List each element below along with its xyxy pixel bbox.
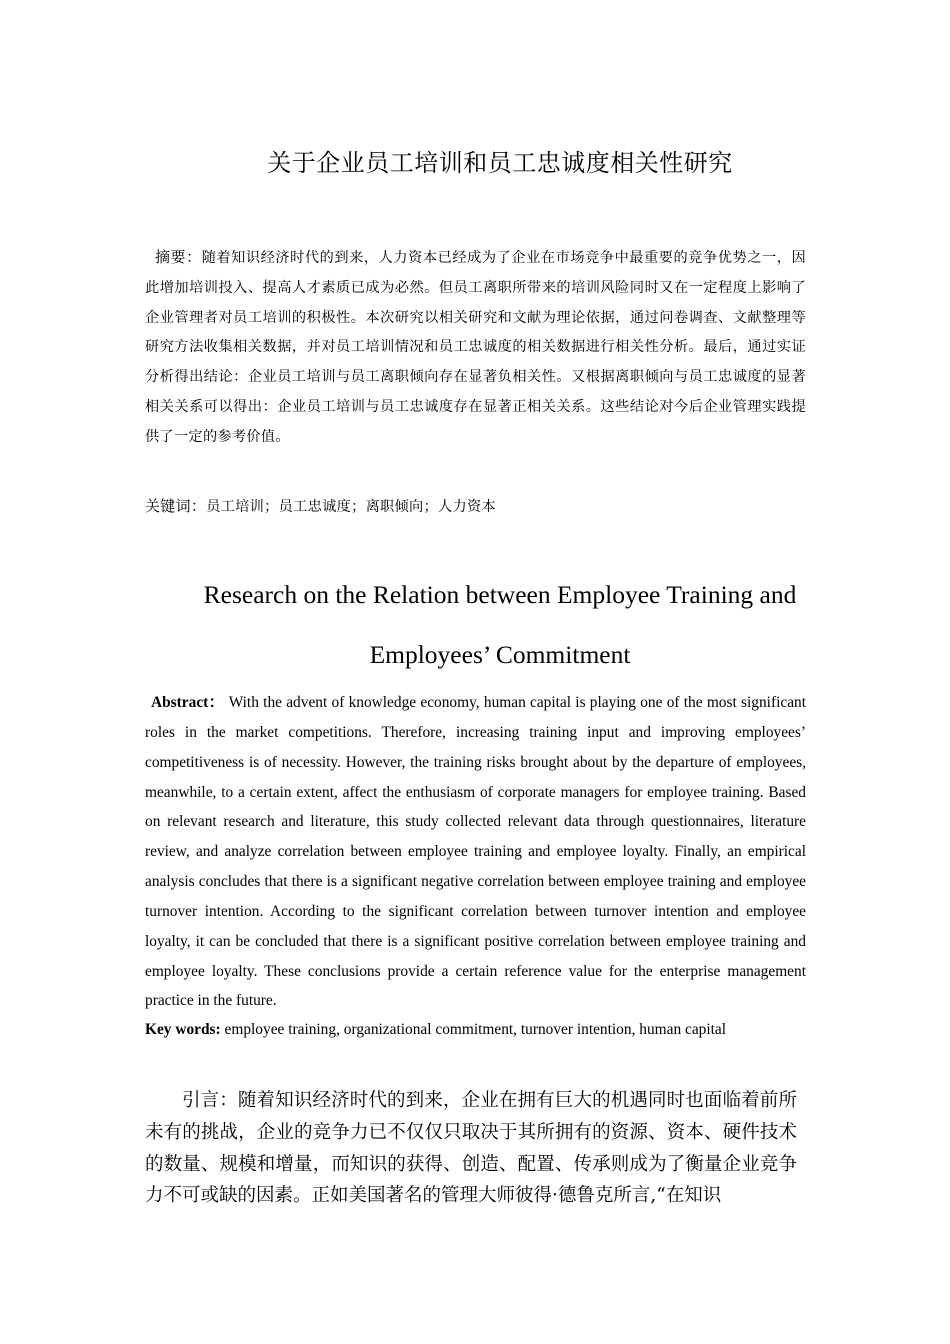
english-keywords-text: employee training, organizational commitment, turnover intention, human capital [224, 1021, 727, 1038]
english-title-line-1: Research on the Relation between Employee Training and [203, 580, 797, 609]
english-keywords-label: Key words: [145, 1021, 221, 1038]
english-abstract [145, 688, 806, 1016]
chinese-abstract-text: 随着知识经济时代的到来，人力资本已经成为了企业在市场竞争中最重要的竞争优势之一，因此增加培训投入、提高人才素质已成为必然。但员工离职所带来的培训风险同时又在一定程度上影响了企业管理者对员工培训的积极性。本次研究以相关研究和文献为理论依据，通过问卷调查、文献整理等研究方法收集相关数据，并对员工培训情况和员工忠诚度的相关数据进行相关性分析。最后，通过实证分析得出结论：企业员工培训与员工离职倾向存在显著负相关性。又根据离职倾向与员工忠诚度的显著相关关系可以得出：企业员工培训与员工忠诚度存在显著正相关关系。这些结论对今后企业管理实践提供了一定的参考价值。 [145, 250, 806, 445]
chinese-keywords-label: 关键词： [145, 497, 207, 515]
chinese-title: 关于企业员工培训和员工忠诚度相关性研究 [267, 149, 733, 177]
english-title-line-2: Employees’ Commitment [369, 640, 631, 669]
english-keywords [145, 1017, 806, 1043]
chinese-abstract-label: 摘要： [155, 248, 202, 266]
english-title [145, 565, 855, 685]
introduction-paragraph: 引言：随着知识经济时代的到来，企业在拥有巨大的机遇同时也面临着前所未有的挑战，企业的竞争力已不仅仅只取决于其所拥有的资源、资本、硬件技术的数量、规模和增量，而知识的获得、创造、配置、传承则成为了衡量企业竞争力不可或缺的因素。正如美国著名的管理大师彼得·德鲁克所言,“在知识 [145, 1090, 797, 1207]
chinese-keywords [145, 493, 806, 520]
chinese-abstract [145, 243, 806, 453]
english-abstract-label: Abstract： [151, 694, 225, 711]
english-abstract-text: With the advent of knowledge economy, human capital is playing one of the most significant roles in the market competitions. Therefore, increasing training input and improving employees’ competitiveness is of necessity. However, the training risks brought about by the departure of employees, meanwhile, to a certain extent, affect the enthusiasm of corporate managers for employee training. Based on relevant research and literature, this study collected relevant data through questionnaires, literature review, and analyze correlation between employee training and employee loyalty. Finally, an empirical analysis concludes that there is a significant negative correlation between employee training and employee turnover intention. According to the significant correlation between turnover intention and employee loyalty, it can be concluded that there is a significant positive correlation between employee training and employee loyalty. These conclusions provide a certain reference value for the enterprise management practice in the future. [145, 694, 806, 1010]
chinese-keywords-text: 员工培训；员工忠诚度；离职倾向；人力资本 [206, 499, 496, 515]
